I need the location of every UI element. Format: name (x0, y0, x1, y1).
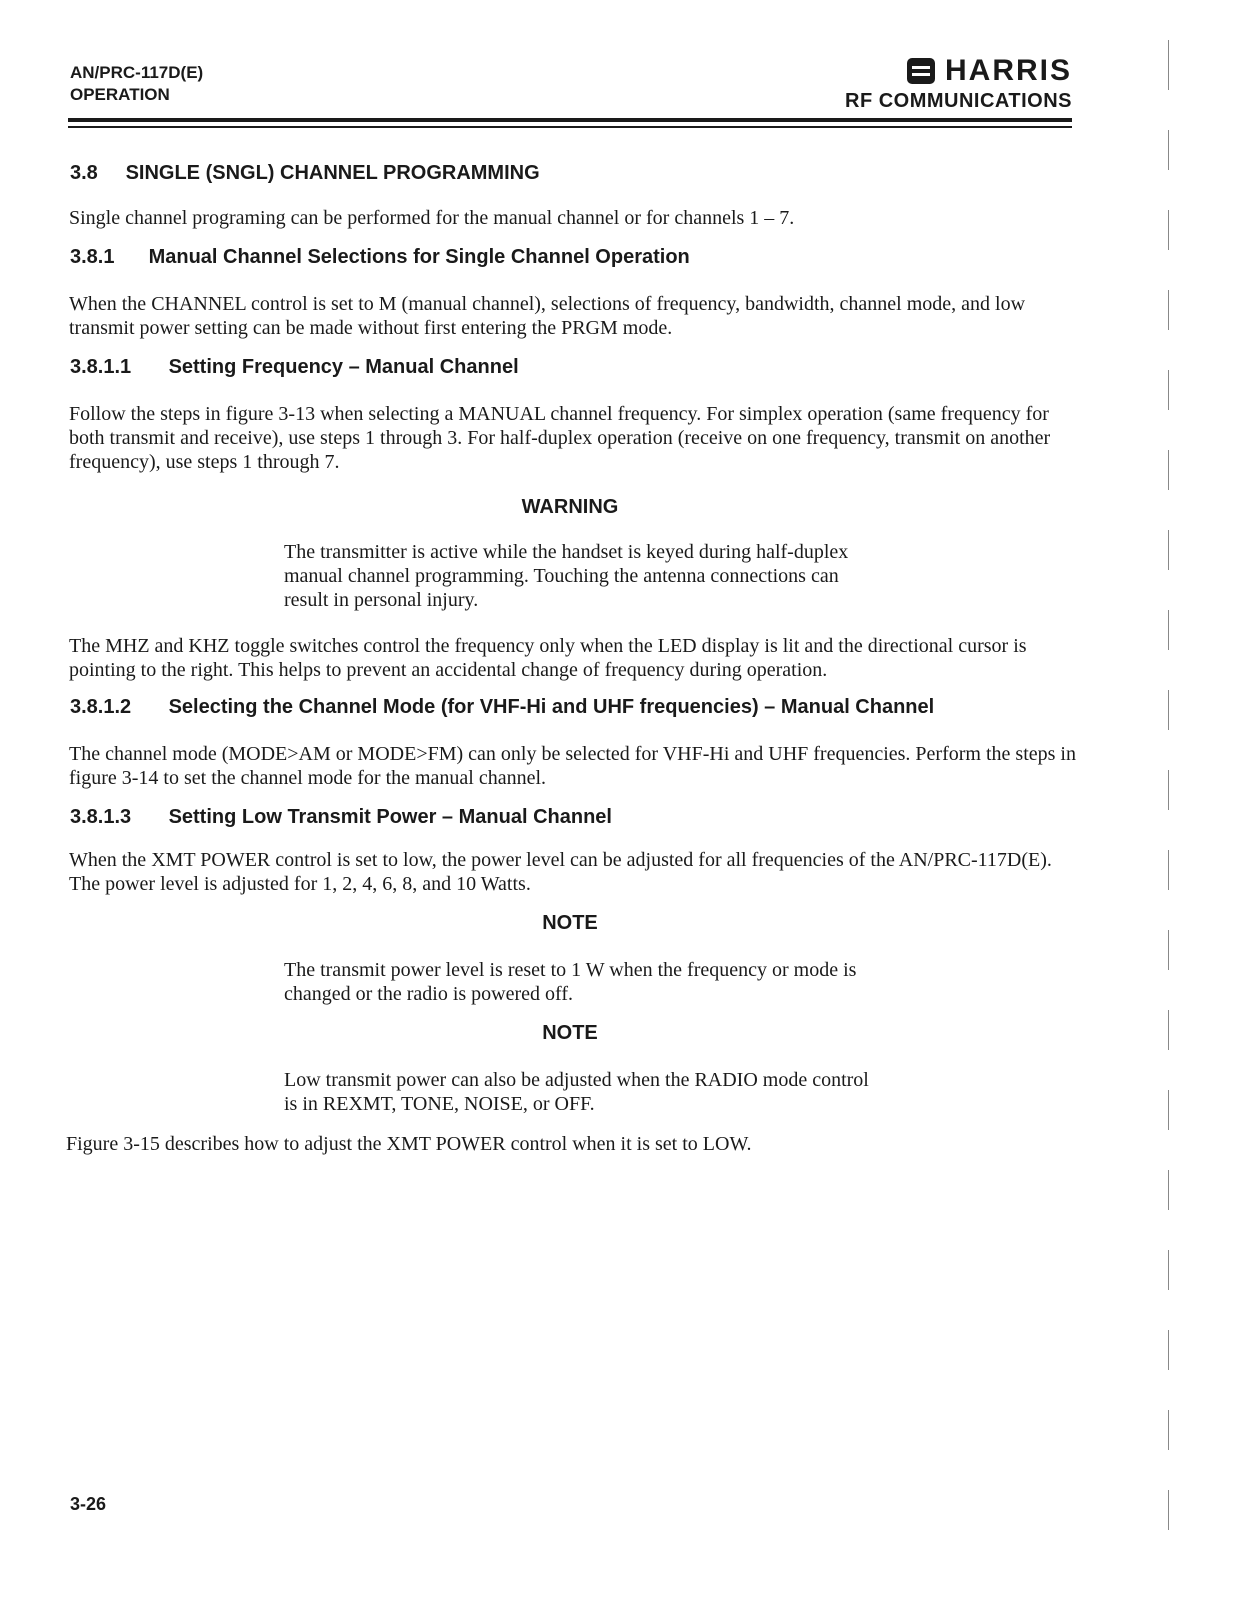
warning-text: The transmitter is active while the handset is keyed during half-duplex manual channel programming. Touching the antenna connections can result in personal injury. (284, 541, 849, 611)
heading-title: Setting Frequency – Manual Channel (168, 356, 519, 378)
paragraph: The channel mode (MODE>AM or MODE>FM) can only be selected for VHF-Hi and UHF frequencies. Perform the steps in figure 3-14 to set the channel mode for the manual channel. (69, 743, 1076, 789)
scan-edge-mark (1168, 850, 1169, 890)
scan-edge-mark (1168, 1330, 1169, 1370)
scan-edge-mark (1168, 770, 1169, 810)
brand-logo (845, 56, 1072, 113)
scan-edge-mark (1168, 450, 1169, 490)
scan-edge-mark (1168, 1010, 1169, 1050)
scan-edge-mark (1168, 1090, 1169, 1130)
scan-edge-mark (1168, 610, 1169, 650)
scan-edge-mark (1168, 1170, 1169, 1210)
paragraph: Single channel programing can be performed for the manual channel or for channels 1 – 7. (69, 207, 795, 229)
heading-number: 3.8.1.3 (70, 806, 132, 828)
paragraph: When the CHANNEL control is set to M (manual channel), selections of frequency, bandwidth, channel mode, and low transmit power setting can be made without first entering the PRGM mode. (69, 293, 1026, 339)
heading-title: SINGLE (SNGL) CHANNEL PROGRAMMING (125, 162, 540, 184)
scan-edge-mark (1168, 1250, 1169, 1290)
scan-edge-mark (1168, 40, 1169, 90)
heading-title: Manual Channel Selections for Single Channel Operation (148, 246, 690, 268)
paragraph: The MHZ and KHZ toggle switches control the frequency only when the LED display is lit and the directional cursor is pointing to the right. This helps to prevent an accidental change of frequency during operation. (69, 635, 1027, 681)
scan-edge-mark (1168, 130, 1169, 170)
heading-number: 3.8 (70, 162, 98, 184)
page-number: 3-26 (70, 1494, 107, 1514)
header-rule-thin (68, 126, 1072, 128)
scan-edge-mark (1168, 690, 1169, 730)
heading-3-8-1-2 (70, 696, 934, 719)
scan-edge-mark (1168, 930, 1169, 970)
warning-label: WARNING (521, 496, 619, 518)
heading-3-8-1-1 (70, 356, 519, 379)
scan-edge-mark (1168, 210, 1169, 250)
heading-number: 3.8.1 (70, 246, 115, 268)
paragraph: Follow the steps in figure 3-13 when selecting a MANUAL channel frequency. For simplex operation (same frequency for both transmit and receive), use steps 1 through 3. For half-duplex operation (receive on one frequency, transmit on another frequency), use steps 1 through 7. (69, 403, 1051, 473)
scan-edge-mark (1168, 290, 1169, 330)
heading-title: Selecting the Channel Mode (for VHF-Hi and UHF frequencies) – Manual Channel (168, 696, 935, 718)
heading-3-8-1-3 (70, 806, 612, 829)
doc-id: AN/PRC-117D(E) (70, 63, 204, 82)
paragraph: Figure 3-15 describes how to adjust the XMT POWER control when it is set to LOW. (66, 1133, 752, 1155)
heading-title: Setting Low Transmit Power – Manual Channel (168, 806, 612, 828)
heading-3-8-1 (70, 246, 690, 269)
brand-division: RF COMMUNICATIONS (845, 90, 1072, 112)
note-label: NOTE (542, 1022, 598, 1044)
harris-logo-icon (907, 58, 935, 84)
heading-3-8 (70, 162, 540, 185)
scan-edge-mark (1168, 530, 1169, 570)
brand-name: HARRIS (944, 54, 1072, 87)
note-text: The transmit power level is reset to 1 W when the frequency or mode is changed or the radio is powered off. (284, 959, 857, 1005)
paragraph: When the XMT POWER control is set to low, the power level can be adjusted for all frequencies of the AN/PRC-117D(E). The power level is adjusted for 1, 2, 4, 6, 8, and 10 Watts. (69, 849, 1052, 895)
doc-section: OPERATION (70, 85, 170, 104)
scan-edge-mark (1168, 1490, 1169, 1530)
scan-edge-mark (1168, 370, 1169, 410)
heading-number: 3.8.1.1 (70, 356, 132, 378)
header-rule (68, 118, 1072, 122)
note-label: NOTE (542, 912, 598, 934)
document-header (70, 62, 203, 106)
heading-number: 3.8.1.2 (70, 696, 132, 718)
note-text: Low transmit power can also be adjusted when the RADIO mode control is in REXMT, TONE, NOISE, or OFF. (284, 1069, 869, 1115)
scan-edge-mark (1168, 1410, 1169, 1450)
